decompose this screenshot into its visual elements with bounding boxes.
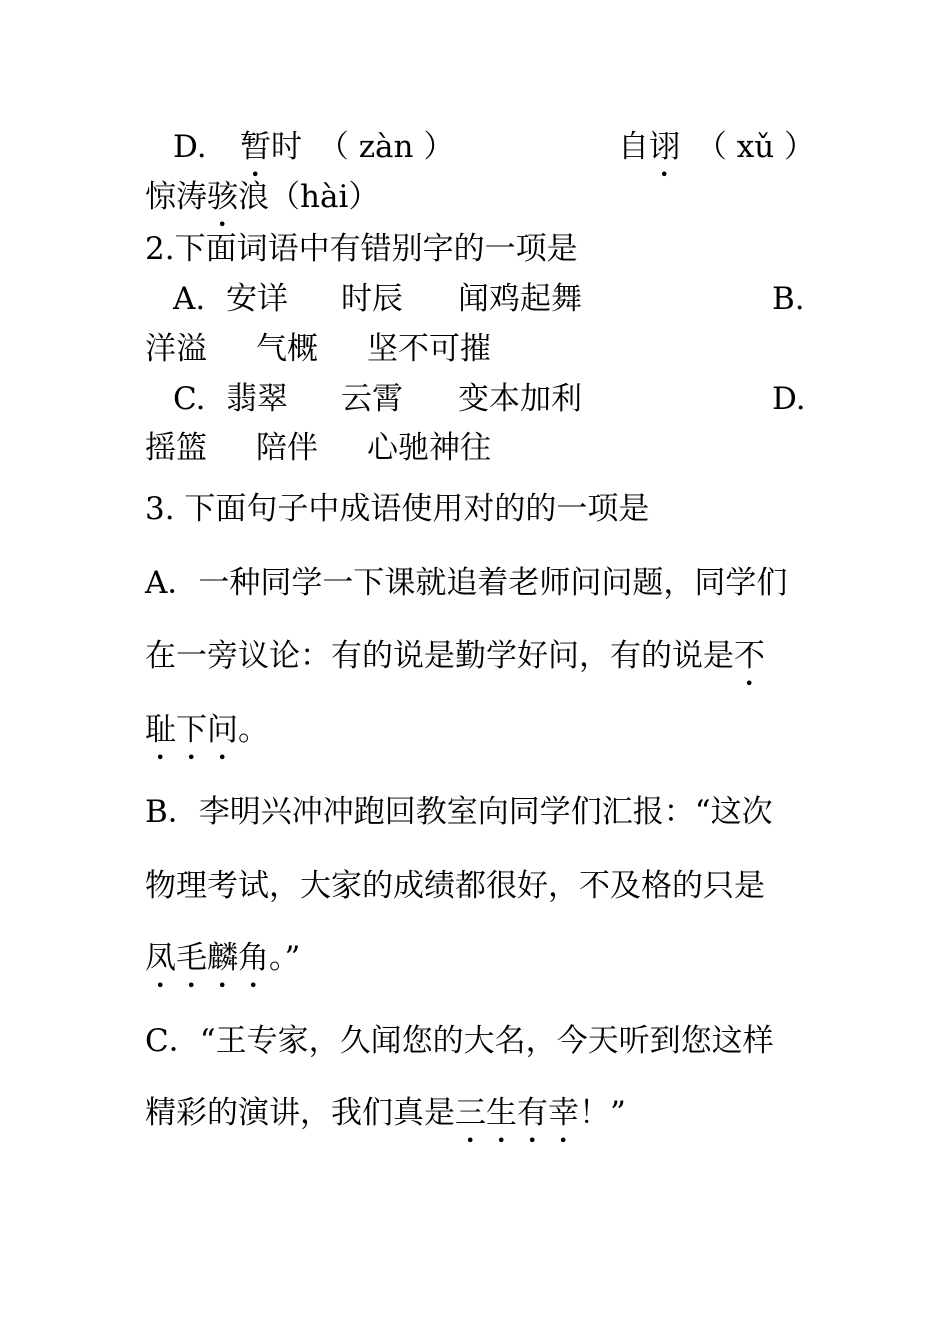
emphasized-char: 诩	[649, 129, 680, 165]
q3-b-line2: 物理考试，大家的成绩都很好，不及格的只是	[145, 868, 765, 904]
emphasized-char: 暂	[240, 129, 271, 165]
option-letter: D.	[173, 129, 207, 165]
emphasized-idiom: 不	[734, 638, 765, 674]
q2-c-word2: 云霄	[341, 381, 403, 417]
q3-stem: 3. 下面句子中成语使用对的的一项是	[145, 491, 650, 527]
q2-option-d-letter: D.	[772, 381, 806, 417]
q3-c-line2: 精彩的演讲，我们真是三生有幸！”	[145, 1095, 626, 1131]
q1-option-d-line1	[173, 127, 207, 167]
q2-b-word1: 洋溢	[145, 331, 207, 367]
q2-d-word3: 心驰神往	[367, 430, 491, 466]
q3-b-line3: 凤毛麟角。”	[145, 940, 301, 976]
emphasized-idiom: 凤毛麟角	[145, 940, 269, 976]
pinyin: （hài）	[269, 179, 380, 215]
q1-word1: 暂时 （ zàn ）	[240, 129, 455, 165]
q2-d-word2: 陪伴	[256, 430, 318, 466]
q2-d-word1: 摇篮	[145, 430, 207, 466]
q2-stem: 2.下面词语中有错别字的一项是	[145, 231, 578, 267]
q3-a-line3: 耻下问。	[145, 712, 269, 748]
q2-option-a: A.	[173, 281, 206, 317]
pinyin: （ xǔ ）	[695, 129, 816, 165]
q2-b-word3: 坚不可摧	[367, 331, 491, 367]
q2-option-c: C.	[173, 381, 206, 417]
q2-c-word3: 变本加利	[458, 381, 582, 417]
q3-a-line2: 在一旁议论：有的说是勤学好问，有的说是不	[145, 638, 765, 674]
q2-b-word2: 气概	[256, 331, 318, 367]
q2-c-word1: 翡翠	[226, 381, 288, 417]
q3-c-line1: C．“王专家，久闻您的大名，今天听到您这样	[145, 1023, 774, 1059]
emphasized-char: 骇	[207, 179, 238, 215]
q2-option-b-letter: B.	[772, 281, 805, 317]
q2-a-word1: 安详	[226, 281, 288, 317]
q2-a-word2: 时辰	[341, 281, 403, 317]
pinyin: （ zàn ）	[317, 129, 455, 165]
q3-a-line1: A．一种同学一下课就追着老师问问题，同学们	[145, 565, 788, 601]
q1-word2: 自诩 （ xǔ ）	[618, 129, 816, 165]
q3-b-line1: B．李明兴冲冲跑回教室向同学们汇报：“这次	[145, 794, 773, 830]
emphasized-idiom: 耻下问	[145, 712, 238, 748]
q2-a-word3: 闻鸡起舞	[458, 281, 582, 317]
q1-word3: 惊涛骇浪（hài）	[145, 179, 380, 215]
emphasized-idiom: 三生有幸	[455, 1095, 579, 1131]
